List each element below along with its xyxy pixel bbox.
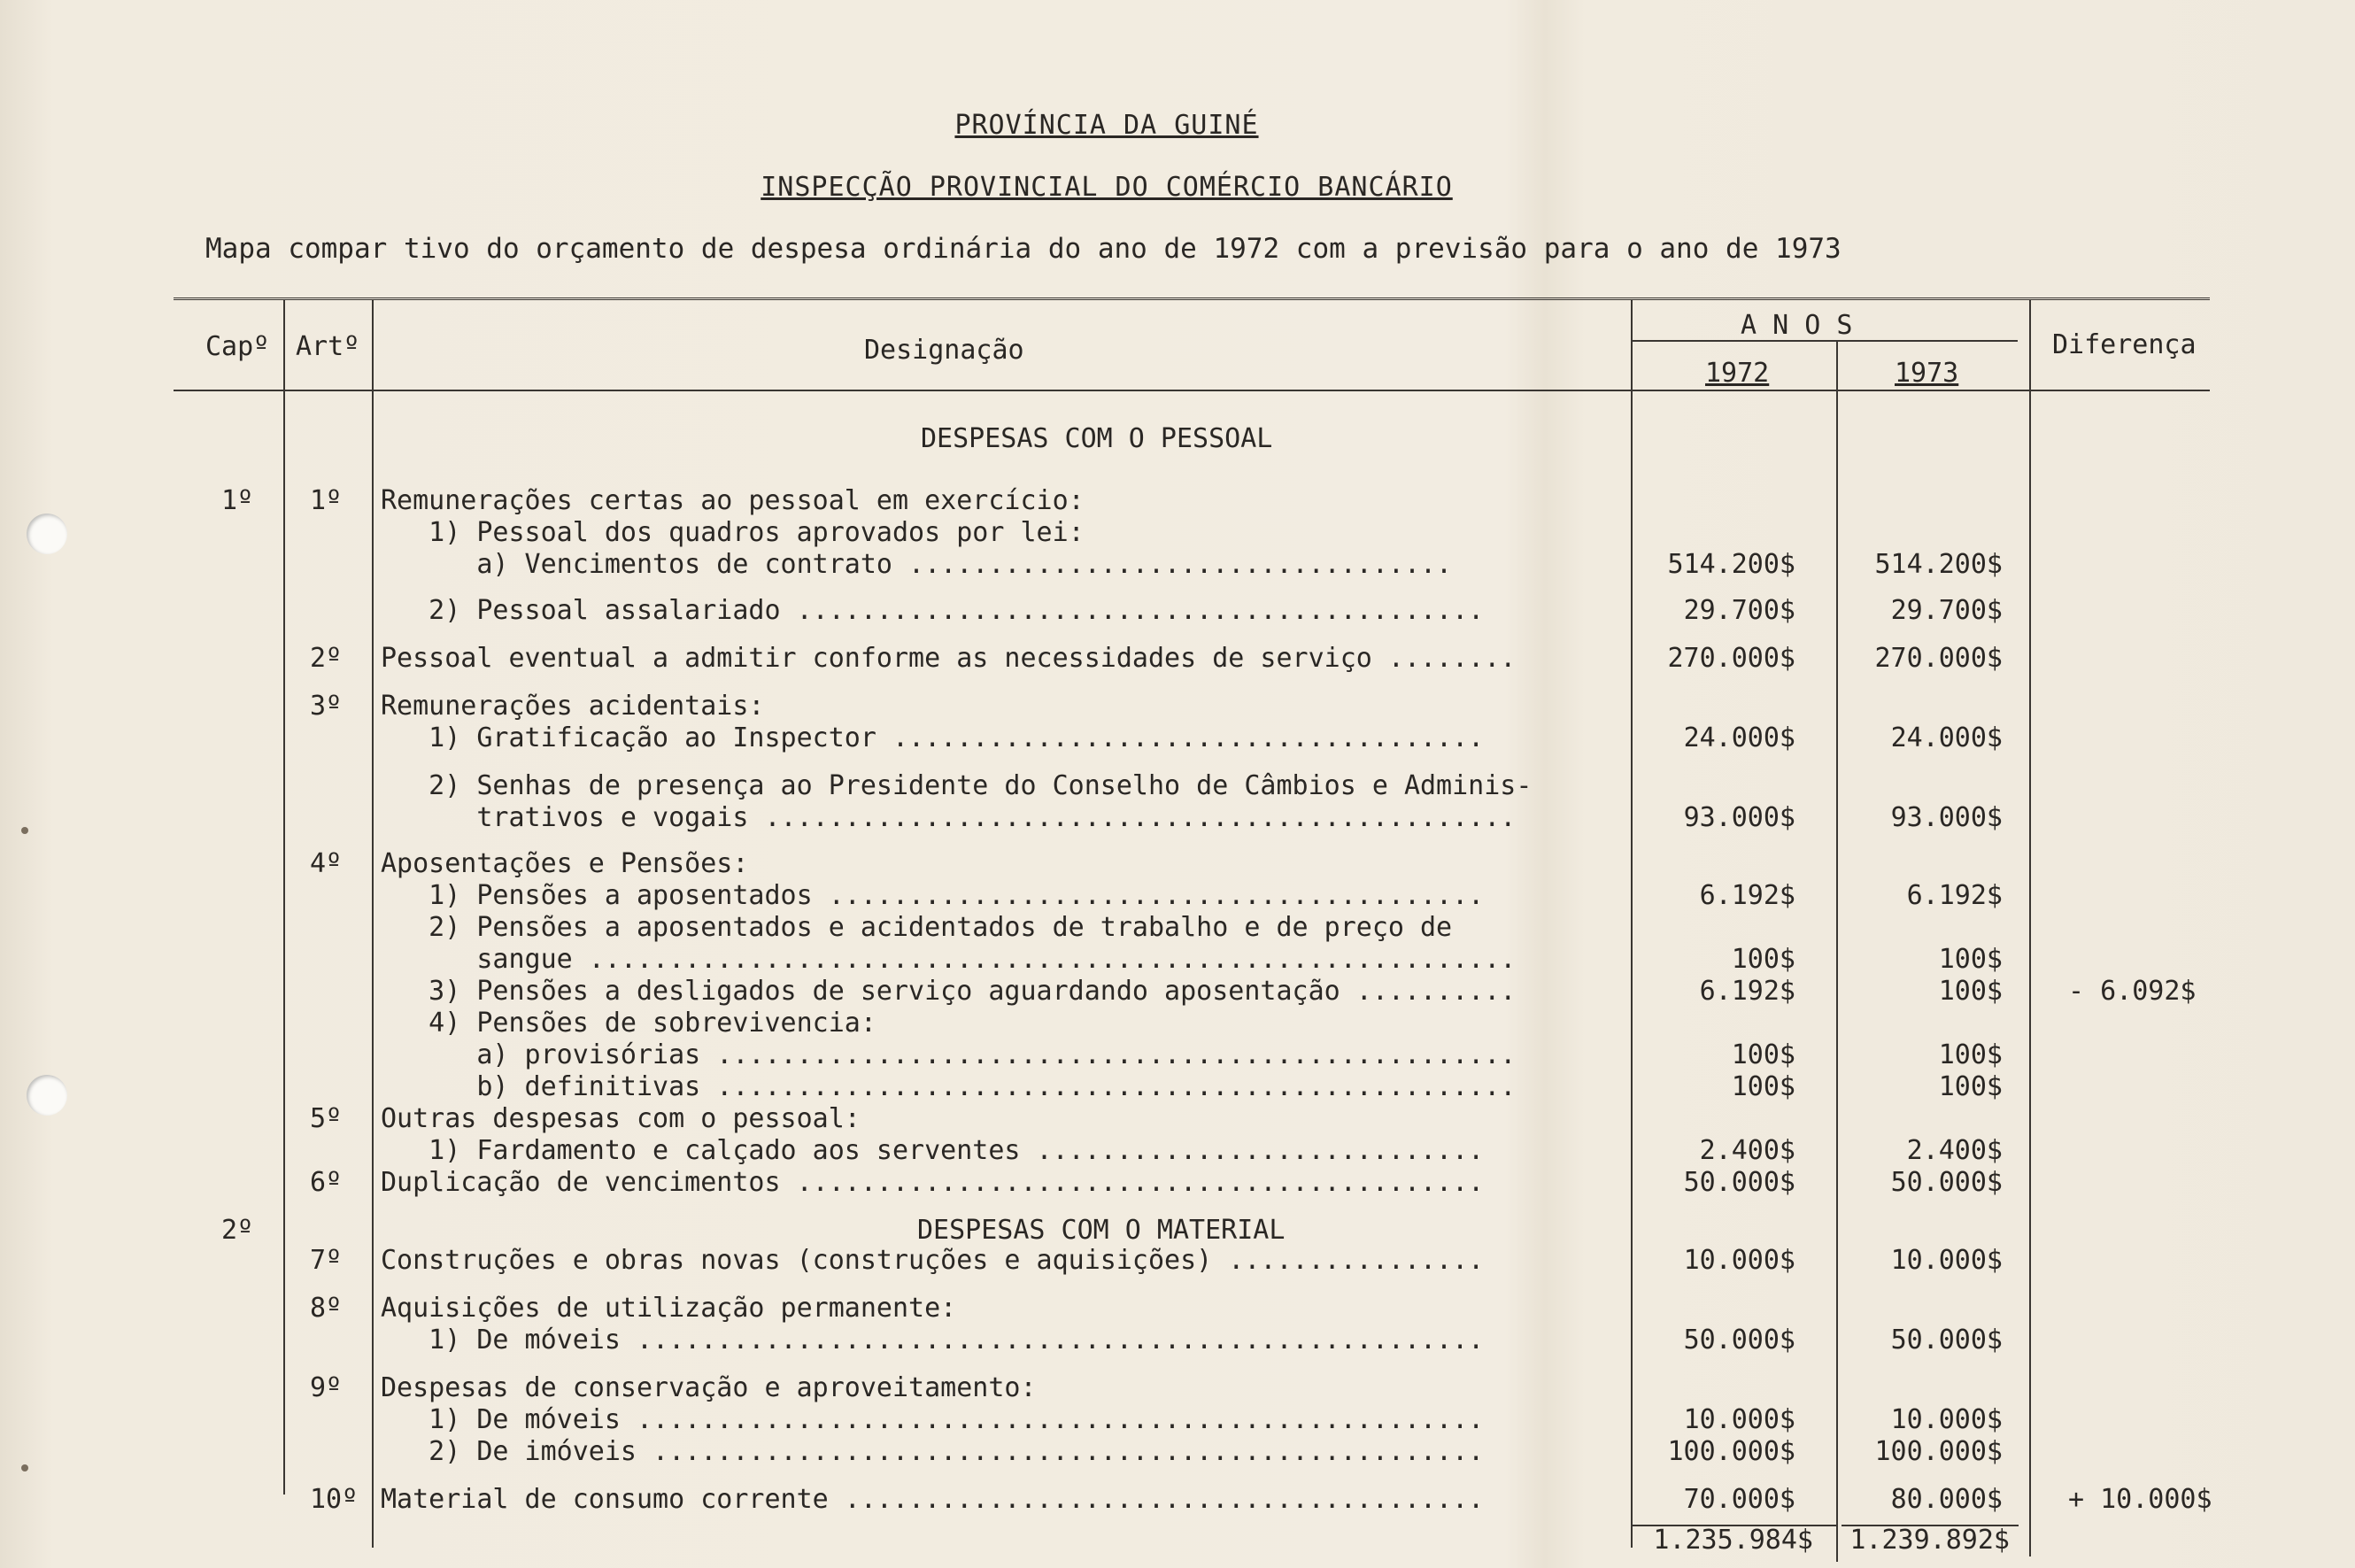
row-designacao: b) definitivas ..................................................	[381, 1071, 1517, 1102]
row-value-1973: 50.000$	[1890, 1167, 2003, 1198]
row-artigo: 6º	[310, 1167, 343, 1198]
row-artigo: 2º	[310, 643, 343, 674]
section-heading-pessoal: DESPESAS COM O PESSOAL	[921, 423, 1273, 454]
row-designacao: Material de consumo corrente ........................................	[381, 1484, 1485, 1515]
row-value-1972: 100$	[1731, 1039, 1795, 1070]
header-bottom-rule	[174, 390, 2210, 391]
row-artigo: 3º	[310, 691, 343, 722]
document-subtitle: INSPECÇÃO PROVINCIAL DO COMÉRCIO BANCÁRIO	[761, 172, 1453, 203]
row-designacao: 2) Pensões a aposentados e acidentados de trabalho e de preço de	[381, 912, 1453, 943]
row-value-1972: 70.000$	[1683, 1484, 1795, 1515]
total-1973: 1.239.892$	[1849, 1525, 2010, 1556]
row-designacao: 2) Senhas de presença ao Presidente do Conselho de Câmbios e Adminis-	[381, 770, 1533, 801]
row-diferenca: - 6.092$	[2068, 976, 2197, 1007]
document-title: PROVÍNCIA DA GUINÉ	[954, 110, 1259, 141]
row-value-1973: 29.700$	[1890, 595, 2003, 626]
row-value-1972: 10.000$	[1683, 1404, 1795, 1435]
row-designacao: a) Vencimentos de contrato ..................................	[381, 549, 1453, 580]
row-value-1973: 514.200$	[1874, 549, 2003, 580]
row-value-1973: 24.000$	[1890, 722, 2003, 753]
row-artigo: 5º	[310, 1103, 343, 1134]
row-designacao: 1) De móveis .....................................................	[381, 1404, 1485, 1435]
row-value-1972: 10.000$	[1683, 1245, 1795, 1276]
col-header-diferenca: Diferença	[2052, 329, 2197, 360]
row-value-1973: 100$	[1938, 944, 2003, 975]
row-designacao: Aposentações e Pensões:	[381, 848, 749, 879]
row-artigo: 10º	[310, 1484, 359, 1515]
row-artigo: 8º	[310, 1293, 343, 1324]
row-artigo: 7º	[310, 1245, 343, 1276]
row-designacao: 1) De móveis .....................................................	[381, 1325, 1485, 1356]
row-designacao: 1) Gratificação ao Inspector .....................................	[381, 722, 1485, 753]
col-header-anos: A N O S	[1741, 310, 1853, 341]
row-value-1973: 100$	[1938, 1039, 2003, 1070]
row-artigo: 1º	[310, 485, 343, 516]
col-header-designacao: Designação	[864, 335, 1024, 366]
row-artigo: 4º	[310, 848, 343, 879]
row-designacao: Remunerações certas ao pessoal em exercício:	[381, 485, 1085, 516]
row-designacao: sangue ..........................................................	[381, 944, 1517, 975]
col-header-1972: 1972	[1705, 358, 1770, 389]
row-value-1973: 100$	[1938, 1071, 2003, 1102]
row-value-1972: 270.000$	[1667, 643, 1795, 674]
row-designacao: 2) Pessoal assalariado ...........................................	[381, 595, 1485, 626]
row-designacao: Pessoal eventual a admitir conforme as necessidades de serviço ........	[381, 643, 1517, 674]
row-designacao: trativos e vogais ...............................................	[381, 802, 1517, 833]
row-value-1972: 50.000$	[1683, 1167, 1795, 1198]
row-value-1972: 100$	[1731, 944, 1795, 975]
col-header-art: Artº	[296, 331, 360, 362]
row-value-1973: 10.000$	[1890, 1245, 2003, 1276]
row-designacao: Despesas de conservação e aproveitamento:	[381, 1372, 1037, 1403]
column-divider-art	[372, 299, 374, 1548]
row-designacao: a) provisórias ..................................................	[381, 1039, 1517, 1070]
row-designacao: Duplicação de vencimentos ...........................................	[381, 1167, 1485, 1198]
row-value-1973: 10.000$	[1890, 1404, 2003, 1435]
column-divider-cap	[283, 299, 285, 1495]
row-value-1972: 6.192$	[1699, 976, 1795, 1007]
row-capitulo: 1º	[221, 485, 254, 516]
row-diferenca: + 10.000$	[2068, 1484, 2212, 1515]
punch-hole-bottom	[27, 1075, 67, 1116]
row-designacao: 1) Fardamento e calçado aos serventes ............................	[381, 1135, 1485, 1166]
row-designacao: 3) Pensões a desligados de serviço aguardando aposentação ..........	[381, 976, 1517, 1007]
column-divider-years	[1836, 340, 1838, 1562]
column-divider-diferenca	[2029, 299, 2031, 1556]
row-value-1973: 80.000$	[1890, 1484, 2003, 1515]
row-value-1972: 514.200$	[1667, 549, 1795, 580]
row-value-1972: 50.000$	[1683, 1325, 1795, 1356]
row-designacao: 1) Pensões a aposentados .........................................	[381, 880, 1485, 911]
row-designacao: Aquisições de utilização permanente:	[381, 1293, 957, 1324]
row-artigo: 9º	[310, 1372, 343, 1403]
section-heading-material: DESPESAS COM O MATERIAL	[917, 1215, 1286, 1246]
row-value-1973: 100$	[1938, 976, 2003, 1007]
row-value-1972: 100.000$	[1667, 1436, 1795, 1467]
punch-hole-top	[27, 514, 67, 554]
row-value-1972: 93.000$	[1683, 802, 1795, 833]
row-designacao: 2) De imóveis ....................................................	[381, 1436, 1485, 1467]
row-value-1973: 270.000$	[1874, 643, 2003, 674]
col-header-cap: Capº	[205, 331, 270, 362]
document-description: Mapa compar tivo do orçamento de despesa ordinária do ano de 1972 com a previsão para o ano de 1973	[205, 233, 1842, 265]
row-capitulo: 2º	[221, 1215, 254, 1246]
paper-mark	[21, 1464, 28, 1471]
row-value-1972: 100$	[1731, 1071, 1795, 1102]
row-value-1973: 100.000$	[1874, 1436, 2003, 1467]
row-value-1972: 2.400$	[1699, 1135, 1795, 1166]
column-divider-designacao	[1631, 299, 1633, 1548]
row-designacao: Outras despesas com o pessoal:	[381, 1103, 861, 1134]
row-designacao: 1) Pessoal dos quadros aprovados por lei:	[381, 517, 1085, 548]
paper-mark	[21, 827, 28, 834]
col-header-1973: 1973	[1895, 358, 1959, 389]
row-value-1973: 2.400$	[1906, 1135, 2003, 1166]
top-double-rule	[174, 297, 2210, 300]
row-value-1972: 29.700$	[1683, 595, 1795, 626]
row-designacao: Remunerações acidentais:	[381, 691, 765, 722]
row-designacao: Construções e obras novas (construções e aquisições) ................	[381, 1245, 1485, 1276]
row-value-1973: 93.000$	[1890, 802, 2003, 833]
row-value-1973: 6.192$	[1906, 880, 2003, 911]
row-value-1972: 24.000$	[1683, 722, 1795, 753]
row-value-1972: 6.192$	[1699, 880, 1795, 911]
row-designacao: 4) Pensões de sobrevivencia:	[381, 1008, 876, 1039]
total-1972: 1.235.984$	[1653, 1525, 1813, 1556]
row-value-1973: 50.000$	[1890, 1325, 2003, 1356]
